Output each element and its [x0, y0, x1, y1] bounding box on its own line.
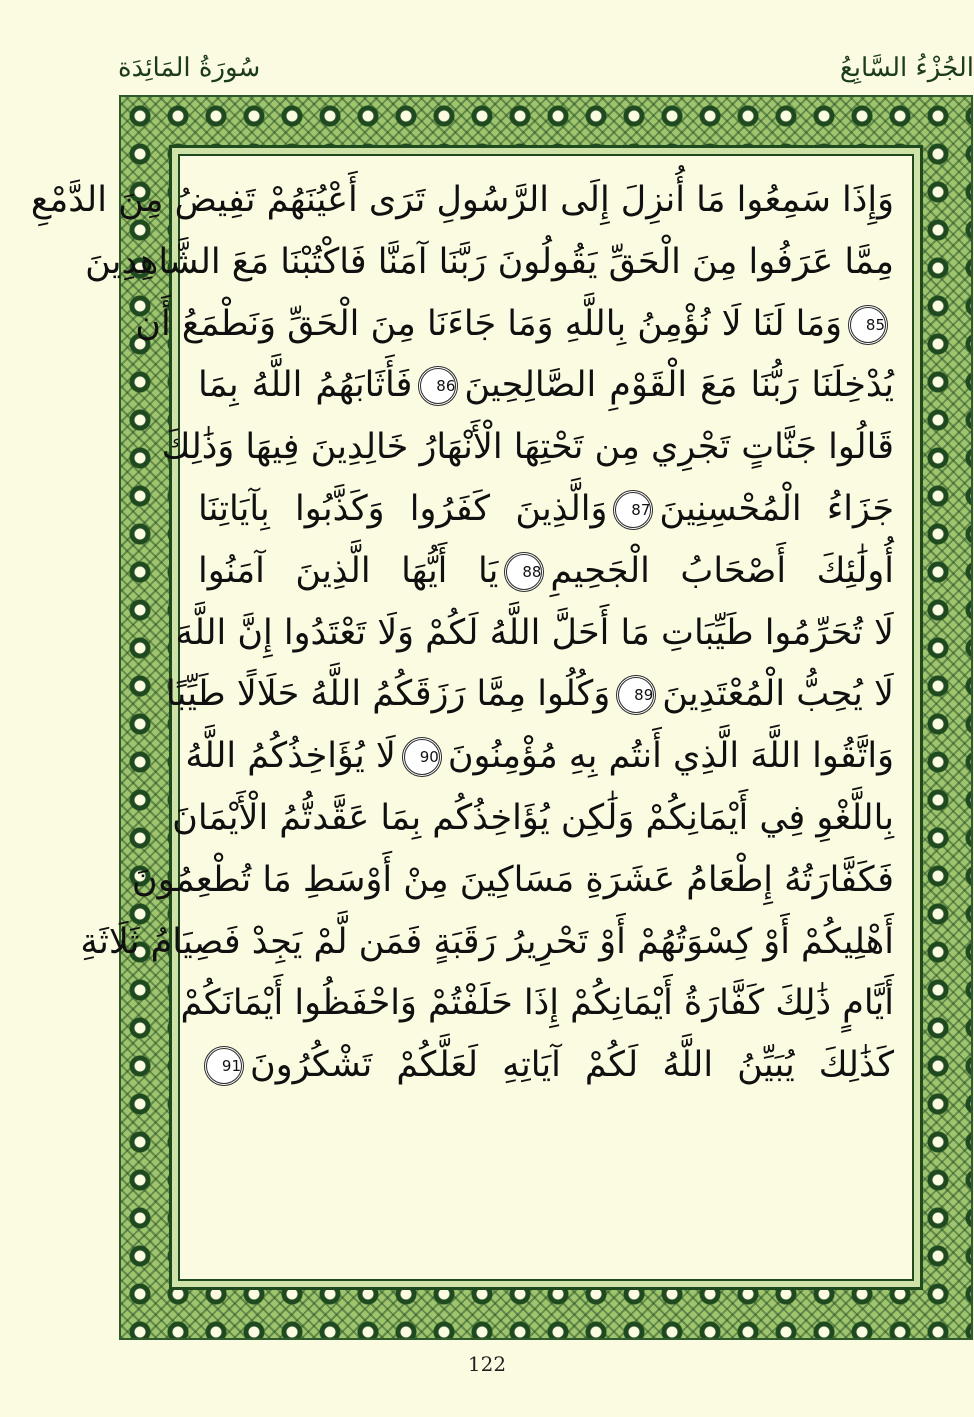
verse-text: قَالُوا جَنَّاتٍ تَجْرِي مِن تَحْتِهَا الْأَنْهَارُ خَالِدِينَ فِيهَا وَذَٰلِكَ [161, 427, 894, 468]
verse-text: بِاللَّغْوِ فِي أَيْمَانِكُمْ وَلَٰكِن يُؤَاخِذُكُم بِمَا عَقَّدتُّمُ الْأَيْمَانَ [172, 797, 894, 838]
verse-text: فَكَفَّارَتُهُ إِطْعَامُ عَشَرَةِ مَسَاكِينَ مِنْ أَوْسَطِ مَا تُطْعِمُونَ [131, 859, 894, 900]
verse-text: فَأَثَابَهُمُ اللَّهُ بِمَا [198, 365, 413, 406]
verse-text: يَا أَيُّهَا الَّذِينَ آمَنُوا [198, 550, 499, 591]
verse-text: أُولَٰئِكَ أَصْحَابُ الْجَحِيمِ [550, 550, 894, 591]
verse-text: وَالَّذِينَ كَفَرُوا وَكَذَّبُوا بِآيَاتِنَا [198, 488, 608, 529]
ayah-number-marker: 85 [848, 305, 888, 345]
verse-line [185, 726, 894, 788]
verse-line [165, 664, 894, 726]
verse-line [198, 479, 894, 541]
verse-text: وَمَا لَنَا لَا نُؤْمِنُ بِاللَّهِ وَمَا جَاءَنَا مِنَ الْحَقِّ وَنَطْمَعُ أَن [135, 303, 842, 344]
verse-text: لَا تُحَرِّمُوا طَيِّبَاتِ مَا أَحَلَّ اللَّهُ لَكُمْ وَلَا تَعْتَدُوا إِنَّ اللَّهَ [175, 612, 894, 653]
verse-line [175, 603, 894, 665]
verse-line [131, 850, 894, 912]
verse-lines [30, 170, 894, 1097]
ornamental-border [30, 95, 973, 1340]
surah-title: سُورَةُ المَائِدَة [118, 53, 261, 83]
verse-line [198, 355, 894, 417]
verse-text: لَا يُحِبُّ الْمُعْتَدِينَ [662, 674, 894, 715]
verse-line [172, 788, 894, 850]
ayah-number-marker: 86 [418, 366, 458, 406]
page-number: 122 [467, 1352, 507, 1376]
verse-line [135, 294, 894, 356]
verse-text: مِمَّا عَرَفُوا مِنَ الْحَقِّ يَقُولُونَ رَبَّنَا آمَنَّا فَاكْتُبْنَا مَعَ الشَّاهِدِينَ [85, 241, 894, 282]
verse-text: جَزَاءُ الْمُحْسِنِينَ [659, 488, 894, 529]
ayah-number-marker: 88 [504, 552, 544, 592]
verse-line [198, 541, 894, 603]
juz-title: الجُزْءُ السَّابِعُ [839, 53, 974, 83]
verse-line [198, 1035, 894, 1097]
verse-text: يُدْخِلَنَا رَبُّنَا مَعَ الْقَوْمِ الصَّالِحِينَ [464, 365, 894, 406]
verse-text: وَكُلُوا مِمَّا رَزَقَكُمُ اللَّهُ حَلَالًا طَيِّبًا [165, 674, 611, 715]
verse-line [85, 232, 894, 294]
verse-line [80, 912, 894, 974]
ayah-number-marker: 89 [616, 675, 656, 715]
inner-border [30, 145, 923, 1290]
verse-line [30, 170, 894, 232]
ayah-number-marker: 87 [613, 490, 653, 530]
verse-text: أَيَّامٍ ذَٰلِكَ كَفَّارَةُ أَيْمَانِكُمْ إِذَا حَلَفْتُمْ وَاحْفَظُوا أَيْمَانَكُمْ [180, 983, 894, 1024]
verse-text: وَاتَّقُوا اللَّهَ الَّذِي أَنتُم بِهِ مُؤْمِنُونَ [447, 736, 894, 777]
verse-text: لَا يُؤَاخِذُكُمُ اللَّهُ [185, 736, 396, 777]
verse-text: أَهْلِيكُمْ أَوْ كِسْوَتُهُمْ أَوْ تَحْرِيرُ رَقَبَةٍ فَمَن لَّمْ يَجِدْ فَصِيَامُ ثَلَاثَةِ [80, 921, 894, 962]
verse-line [161, 417, 894, 479]
verse-text: كَذَٰلِكَ يُبَيِّنُ اللَّهُ لَكُمْ آيَاتِهِ لَعَلَّكُمْ تَشْكُرُونَ [250, 1045, 894, 1086]
verse-text: وَإِذَا سَمِعُوا مَا أُنزِلَ إِلَى الرَّسُولِ تَرَى أَعْيُنَهُمْ تَفِيضُ مِنَ الدَّمْعِ [30, 180, 894, 220]
verse-text-panel [30, 154, 914, 1281]
verse-line [180, 973, 894, 1035]
ayah-number-marker: 90 [402, 737, 442, 777]
ayah-number-marker: 91 [204, 1046, 244, 1086]
